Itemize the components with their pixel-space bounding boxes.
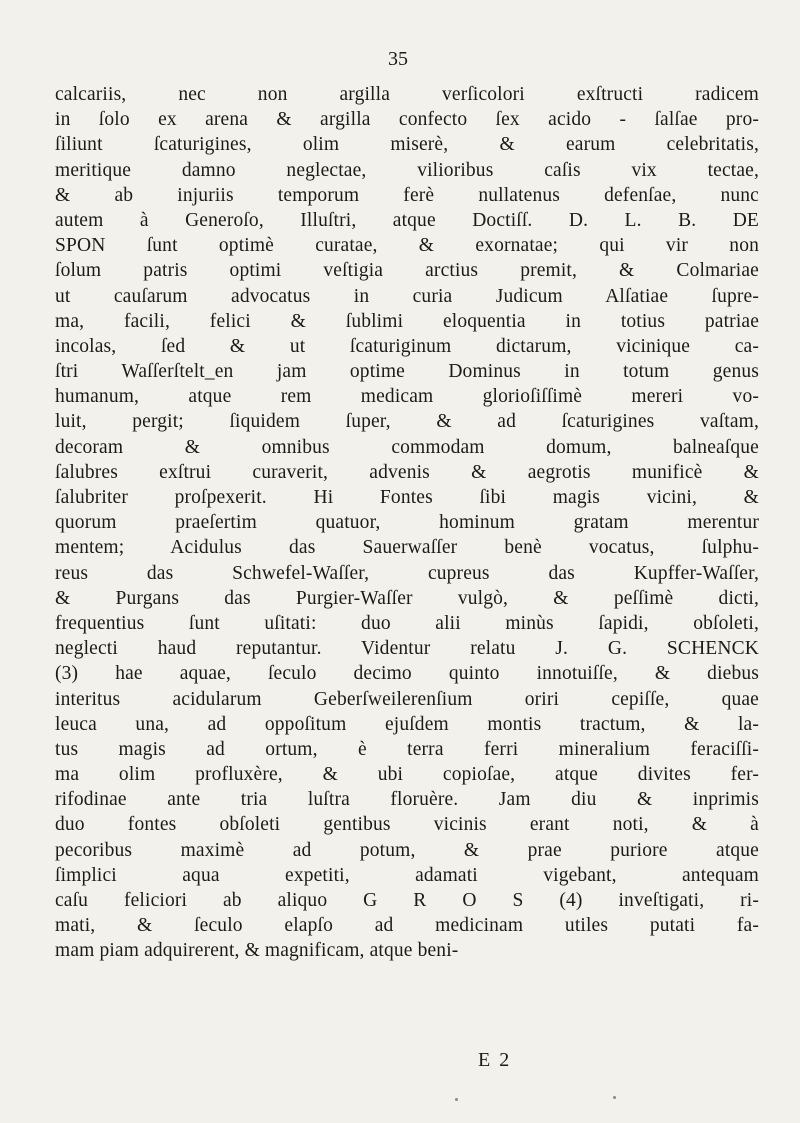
text-line: neglecti haud reputantur. Videntur relatu J. G. SCHENCK bbox=[55, 638, 759, 660]
text-line: frequentius ſunt uſitati: duo alii minùs ſapidi, obſoleti, bbox=[55, 612, 759, 634]
text-line: ſimplici aqua expetiti, adamati vigebant, antequam bbox=[55, 864, 759, 886]
text-line: (3) hae aquae, ſeculo decimo quinto innotuiſſe, & diebus bbox=[55, 663, 759, 685]
text-line: ut cauſarum advocatus in curia Judicum Alſatiae ſupre- bbox=[55, 285, 759, 307]
text-line: ſalubriter proſpexerit. Hi Fontes ſibi magis vicini, & bbox=[55, 487, 759, 508]
speck bbox=[455, 1098, 458, 1101]
text-line: & ab injuriis temporum ferè nullatenus defenſae, nunc bbox=[55, 184, 759, 206]
text-line: ſalubres exſtrui curaverit, advenis & aegrotis munificè & bbox=[55, 461, 759, 483]
text-line: mam piam adquirerent, & magnificam, atque beni- bbox=[55, 940, 459, 962]
text-line: meritique damno neglectae, vilioribus caſis vix tectae, bbox=[55, 159, 759, 181]
text-line: in ſolo ex arena & argilla confecto ſex acido - ſalſae pro- bbox=[55, 109, 759, 131]
text-line: autem à Generoſo, Illuſtri, atque Doctiſſ. D. L. B. DE bbox=[55, 209, 759, 231]
paper-specks bbox=[0, 1092, 800, 1112]
text-line: ma, facili, felici & ſublimi eloquentia in totius patriae bbox=[55, 310, 759, 332]
text-line: caſu feliciori ab aliquo G R O S (4) inveſtigati, ri- bbox=[55, 890, 759, 911]
text-line: tus magis ad ortum, è terra ferri mineralium feraciſſi- bbox=[55, 738, 759, 760]
page-number: 35 bbox=[388, 48, 408, 70]
text-line: ſiliunt ſcaturigines, olim miserè, & earum celebritatis, bbox=[55, 134, 759, 156]
text-line: leuca una, ad oppoſitum ejuſdem montis tractum, & la- bbox=[55, 713, 759, 735]
text-line: incolas, ſed & ut ſcaturiginum dictarum, vicinique ca- bbox=[55, 335, 759, 357]
text-line: duo fontes obſoleti gentibus vicinis erant noti, & à bbox=[55, 814, 759, 836]
signature-mark: E 2 bbox=[478, 1049, 512, 1071]
text-line: mentem; Acidulus das Sauerwaſſer benè vocatus, ſulphu- bbox=[55, 537, 759, 559]
text-line: decoram & omnibus commodam domum, balneaſque bbox=[55, 436, 759, 458]
text-line: humanum, atque rem medicam glorioſiſſimè mereri vo- bbox=[55, 386, 759, 408]
text-block bbox=[55, 82, 759, 964]
text-line: ſolum patris optimi veſtigia arctius premit, & Colmariae bbox=[55, 260, 759, 282]
text-line: quorum praeſertim quatuor, hominum gratam merentur bbox=[55, 512, 759, 534]
text-line: calcariis, nec non argilla verſicolori exſtructi radicem bbox=[55, 84, 759, 105]
text-line: luit, pergit; ſiquidem ſuper, & ad ſcaturigines vaſtam, bbox=[55, 411, 759, 433]
text-line: SPON ſunt optimè curatae, & exornatae; qui vir non bbox=[55, 235, 759, 257]
text-line: mati, & ſeculo elapſo ad medicinam utiles putati fa- bbox=[55, 915, 759, 937]
speck bbox=[613, 1096, 616, 1099]
text-line: ſtri Waſſerſtelt_en jam optime Dominus in totum genus bbox=[55, 361, 759, 383]
text-line: interitus acidularum Geberſweilerenſium oriri cepiſſe, quae bbox=[55, 688, 759, 710]
text-line: ma olim profluxère, & ubi copioſae, atque divites fer- bbox=[55, 764, 759, 786]
text-line: rifodinae ante tria luſtra floruère. Jam diu & inprimis bbox=[55, 789, 759, 811]
text-line: & Purgans das Purgier-Waſſer vulgò, & peſſimè dicti, bbox=[55, 587, 759, 609]
text-line: pecoribus maximè ad potum, & prae puriore atque bbox=[55, 839, 759, 861]
text-line: reus das Schwefel-Waſſer, cupreus das Kupffer-Waſſer, bbox=[55, 562, 759, 584]
